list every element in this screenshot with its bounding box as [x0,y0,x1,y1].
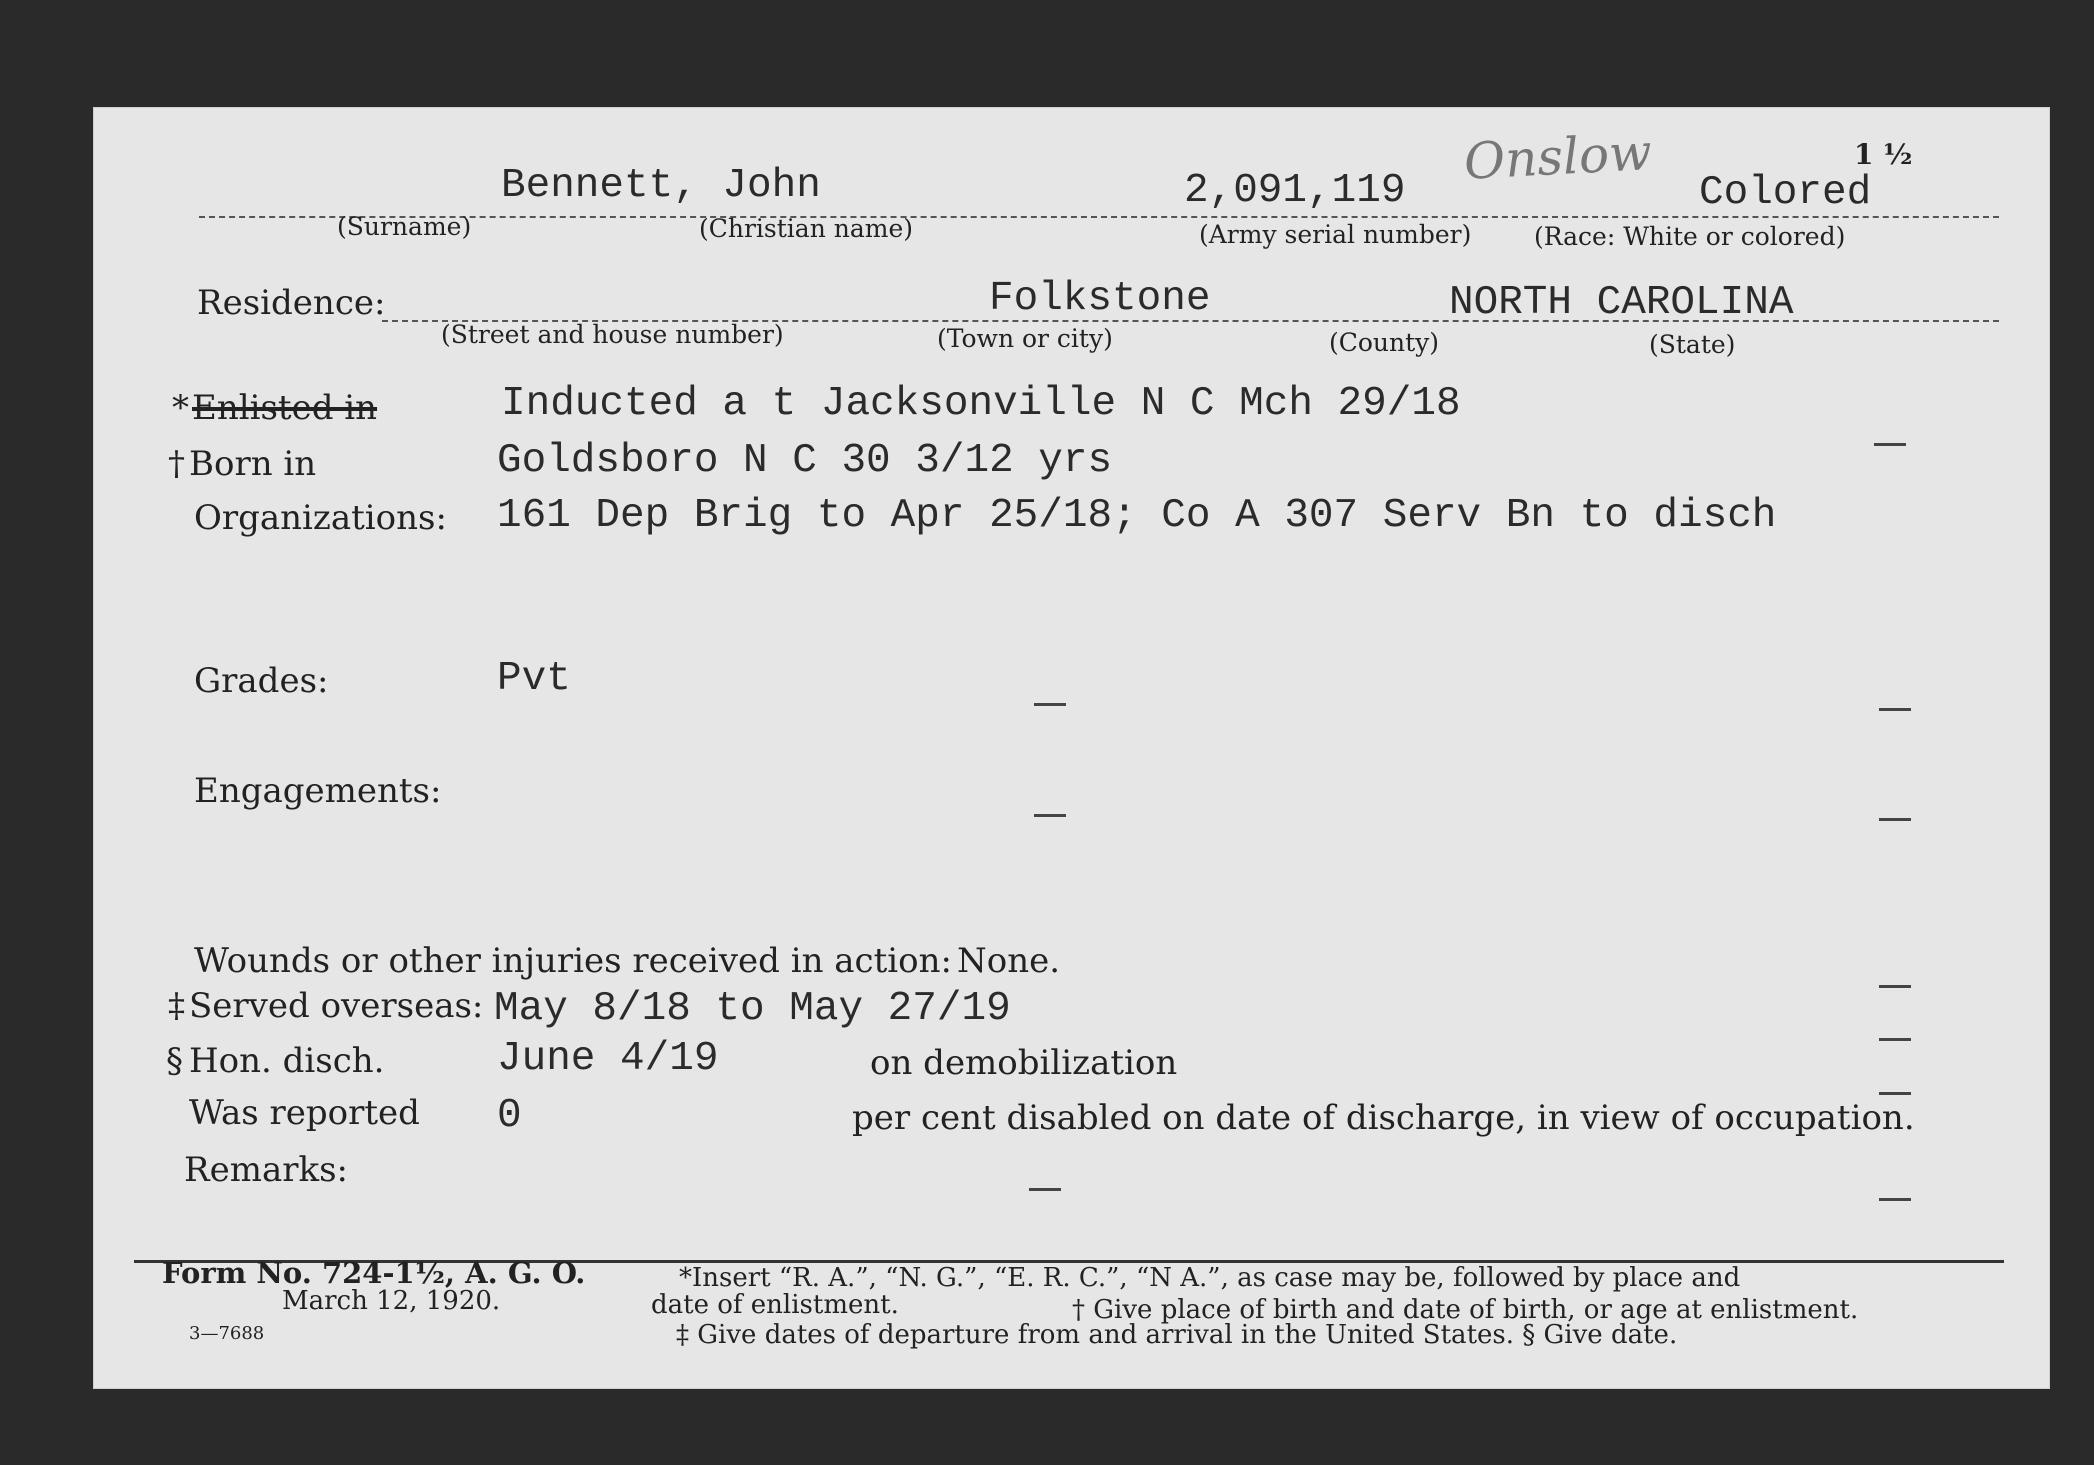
dash-mark [1879,818,1911,821]
dash-mark [1879,985,1911,988]
town-label: (Town or city) [937,324,1113,353]
born-value: Goldsboro N C 30 3/12 yrs [497,438,1113,484]
form-date: March 12, 1920. [282,1286,501,1316]
grades-label: Grades: [194,661,329,701]
remarks-label: Remarks: [184,1150,348,1190]
state-label: (State) [1649,330,1736,359]
reported-label: Was reported [189,1093,420,1133]
surname-label: (Surname) [337,212,472,241]
disch-value: June 4/19 [497,1036,719,1082]
footnote-enlistment: *Insert “R. A.”, “N. G.”, “E. R. C.”, “N A.”, as case may be, followed by place and [679,1263,1741,1293]
dash-mark [1879,1038,1911,1041]
enlisted-value: Inducted a t Jacksonville N C Mch 29/18 [501,381,1461,427]
footnote-overseas: ‡ Give dates of departure from and arrival in the United States. § Give date. [676,1320,1678,1350]
state-value: NORTH CAROLINA [1449,280,1794,326]
wounds-value: None. [957,941,1061,981]
wounds-label: Wounds or other injuries received in action: [194,941,952,981]
dash-mark [1034,814,1066,817]
overseas-mark: ‡ [168,986,185,1026]
name-value: Bennett, John [501,163,821,209]
reported-note: per cent disabled on date of discharge, in view of occupation. [852,1098,1915,1138]
disch-note: on demobilization [870,1043,1178,1083]
reported-value: 0 [497,1093,522,1139]
race-value: Colored [1699,170,1872,216]
race-label: (Race: White or colored) [1534,222,1846,251]
town-value: Folkstone [989,276,1211,322]
handwritten-note: Onslow [1462,123,1654,191]
christian-name-label: (Christian name) [699,214,914,243]
disch-mark: § [166,1041,183,1081]
dash-mark [1879,708,1911,711]
disch-label: Hon. disch. [189,1041,385,1081]
form-number: Form No. 724-1½, A. G. O. [162,1256,586,1290]
dash-mark [1874,443,1906,446]
overseas-value: May 8/18 to May 27/19 [494,986,1011,1032]
dash-mark [1029,1188,1061,1191]
born-mark: † [168,444,185,484]
footnote-enlistment-cont: date of enlistment. [651,1290,899,1320]
born-label: Born in [189,444,317,484]
overseas-label: Served overseas: [189,986,484,1026]
footnote-birth: † Give place of birth and date of birth, or age at enlistment. [1072,1295,1859,1325]
county-label: (County) [1329,328,1440,357]
service-card [93,107,2050,1389]
organizations-label: Organizations: [194,498,447,538]
residence-label: Residence: [197,283,386,323]
grades-value: Pvt [497,656,571,702]
engagements-label: Engagements: [194,771,442,811]
organizations-value: 161 Dep Brig to Apr 25/18; Co A 307 Serv Bn to disch [497,493,1777,539]
street-label: (Street and house number) [441,320,784,349]
dash-mark [1879,1092,1911,1095]
serial-label: (Army serial number) [1199,220,1472,249]
dash-mark [1034,703,1066,706]
enlisted-label: Enlisted in [192,388,378,428]
card-mark: 1 ½ [1854,138,1913,171]
enlisted-mark: * [172,388,189,428]
serial-value: 2,091,119 [1184,168,1406,214]
form-code: 3—7688 [189,1323,265,1344]
dash-mark [1879,1198,1911,1201]
